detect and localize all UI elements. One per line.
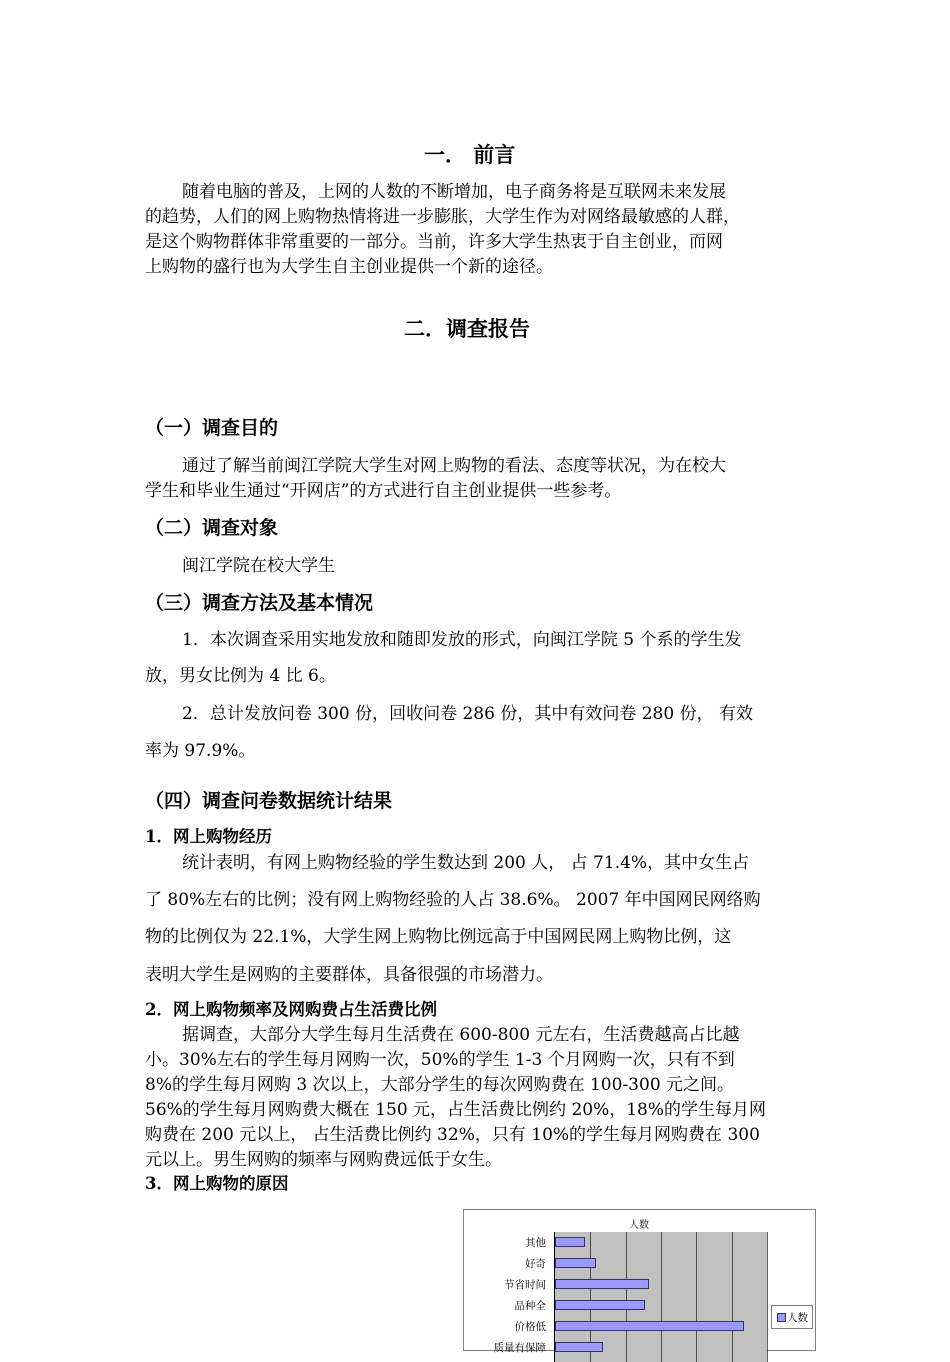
preface-line: 随着电脑的普及，上网的人数的不断增加，电子商务将是互联网未来发展	[182, 182, 726, 202]
method-line: 放，男女比例为 4 比 6。	[145, 666, 336, 686]
chart-legend	[771, 1305, 813, 1329]
method-line: 2．总计发放问卷 300 份，回收问卷 286 份，其中有效问卷 280 份， 有效	[182, 704, 753, 724]
chart-title: 人数	[629, 1220, 649, 1231]
preface-heading: 一． 前言	[424, 143, 516, 167]
preface-line: 的趋势，人们的网上购物热情将进一步膨胀，大学生作为对网络最敏感的人群，	[145, 207, 740, 227]
preface-line: 是这个购物群体非常重要的一部分。当前，许多大学生热衷于自主创业，而网	[145, 232, 723, 252]
preface-line: 上购物的盛行也为大学生自主创业提供一个新的途径。	[145, 257, 553, 277]
experience-line: 表明大学生是网购的主要群体，具备很强的市场潜力。	[145, 965, 553, 985]
chart-gridline	[661, 1232, 662, 1362]
legend-swatch	[777, 1313, 786, 1322]
experience-line: 了 80%左右的比例；没有网上购物经验的人占 38.6%。 2007 年中国网民网络购	[145, 890, 761, 910]
frequency-line: 56%的学生每月网购费大概在 150 元，占生活费比例约 20%，18%的学生每月网	[145, 1100, 767, 1120]
chart-category-label: 节省时间	[504, 1279, 546, 1291]
frequency-line: 据调查，大部分大学生每月生活费在 600-800 元左右，生活费越高占比越	[182, 1025, 740, 1045]
frequency-heading: 2．网上购物频率及网购费占生活费比例	[145, 1000, 437, 1019]
chart-bar	[555, 1279, 649, 1289]
chart-bar	[555, 1321, 744, 1331]
chart-category-label: 其他	[525, 1237, 546, 1249]
chart-bar	[555, 1237, 585, 1247]
purpose-line: 通过了解当前闽江学院大学生对网上购物的看法、态度等状况，为在校大	[182, 456, 726, 476]
frequency-line: 小。30%左右的学生每月网购一次，50%的学生 1-3 个月网购一次，只有不到	[145, 1050, 735, 1070]
chart-category-label: 品种全	[514, 1300, 546, 1312]
chart-gridline	[732, 1232, 733, 1362]
method-line: 1．本次调查采用实地发放和随即发放的形式，向闽江学院 5 个系的学生发	[182, 630, 742, 650]
chart-plot-area	[554, 1232, 767, 1362]
reasons-bar-chart	[463, 1209, 816, 1354]
purpose-line: 学生和毕业生通过“开网店”的方式进行自主创业提供一些参考。	[145, 481, 622, 501]
method-heading: （三）调查方法及基本情况	[145, 592, 374, 614]
results-heading: （四）调查问卷数据统计结果	[145, 790, 393, 812]
chart-category-label: 质量有保障	[493, 1342, 546, 1354]
experience-line: 统计表明，有网上购物经验的学生数达到 200 人， 占 71.4%，其中女生占	[182, 853, 750, 873]
chart-gridline	[767, 1232, 768, 1362]
legend-label: 人数	[787, 1312, 808, 1324]
object-text: 闽江学院在校大学生	[182, 556, 335, 576]
chart-gridline	[696, 1232, 697, 1362]
chart-bar	[555, 1300, 645, 1310]
chart-category-label: 价格低	[514, 1321, 546, 1333]
chart-category-label: 好奇	[525, 1258, 546, 1270]
purpose-heading: （一）调查目的	[145, 417, 279, 439]
report-heading: 二．调查报告	[404, 317, 530, 341]
frequency-line: 8%的学生每月网购 3 次以上，大部分学生的每次网购费在 100-300 元之间。	[145, 1075, 735, 1095]
frequency-line: 元以上。男生网购的频率与网购费远低于女生。	[145, 1150, 502, 1170]
chart-gridline	[626, 1232, 627, 1362]
reason-heading: 3．网上购物的原因	[145, 1174, 289, 1193]
experience-heading: 1．网上购物经历	[145, 827, 272, 846]
experience-line: 物的比例仅为 22.1%，大学生网上购物比例远高于中国网民网上购物比例，这	[145, 927, 732, 947]
method-line: 率为 97.9%。	[145, 741, 256, 761]
object-heading: （二）调查对象	[145, 517, 279, 539]
frequency-line: 购费在 200 元以上， 占生活费比例约 32%，只有 10%的学生每月网购费在 300	[145, 1125, 760, 1145]
chart-bar	[555, 1258, 596, 1268]
